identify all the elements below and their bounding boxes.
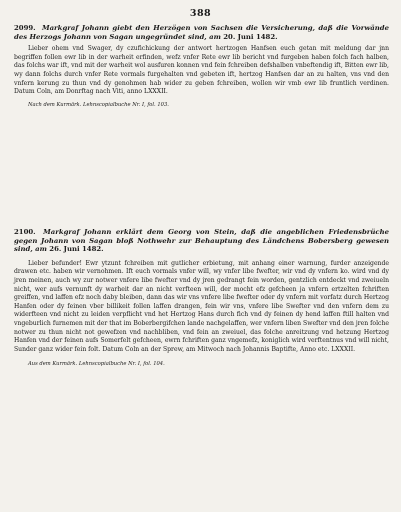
heading-text: Markgraf Johann giebt den Herzögen von Sachsen die Versicherung, daß die Vorwände des Herzogs Johann von Sagan ungegründet sind, am (14, 24, 389, 41)
document-body: Lieber ohem vnd Swager, dy czufichickung der antwort hertzogen Hanfsen euch getan mit meldung dar jnn begriffen follen ewr lib in der warheit erfinden, wefz vnfer Rete ewr lib bericht vnd furgeben haben folch fach halben, das folchs war ift, vnd mit der warheit wol ausfuren konnen vnd fein fchreiben defshalben vnbeftendig ift, Bitten ewr lib, wy dann folchs durch vnfer Rete vormals furgehalten vnd gebeten ift, hertzog Hanfsen dar an zu halten, vns vnd den vnfern kerung zu thun vnd dy genohmen hab wider zu geben fchreiben, wollen wir vmb ewr lib fruntlich verdinen. Datum Coln, am Donrftag nach Viti, anno LXXXII. (14, 45, 389, 96)
source-citation: Nach dem Kurmärk. Lehnscopialbuche Nr. I, fol. 103. (28, 101, 169, 108)
document-date: 20. Juni 1482. (223, 32, 278, 41)
document-number: 2100. (14, 228, 36, 236)
document-entry (14, 24, 389, 109)
document-entry (14, 228, 389, 368)
source-citation: Aus dem Kurmärk. Lehnscopialbuche Nr. I, fol. 104. (28, 361, 165, 368)
document-heading (14, 228, 389, 254)
heading-text: Markgraf Johann erklärt dem Georg von Stein, daß die angeblichen Friedensbrüche gegen Johann von Sagan bloß Nothwehr zur Behauptung des Ländchens Bobersberg gewesen sind, am (14, 228, 389, 254)
document-date: 26. Juni 1482. (49, 245, 104, 254)
document-heading (14, 24, 389, 41)
document-body: Lieber befunder! Ewr ytzunt fchreiben mit gutlicher erbietung, mit anhang einer warnung, furder anzeigende drawen etc. haben wir vernohmen. Ift euch vormals vnfer will, wy vnfer libe fwefter, wir vnd dy vnfern ko. wird vnd dy jren meinen, auch wy zur notwer vnfere libe fwefter vnd dy jren gedrangt fein worden, gentzlich entdeckt vnd zweiueln nicht, wer aufs vernunft dy warheit dar an nicht verfteen will, der mocht efz gefcheen ja vnfern ertzelten fchriften greiffen, vnd laffen efz noch daby bleiben, dann das wir vns vnfere libe fwefter oder dy vnfern mit vorfatz durch Hertzog Hanfen oder dy feinen vber billikeit follen laffen drangen, fein wir vns, vnfere libe Swefter vnd den vnfern dem zu widerfteen vnd nicht zu leiden verpflicht vnd het Hertzog Hans durch fich vnd dy feinen dy hend laffen ftill halten vnd vngeburlich furnemen mit der that im Boberbergifchen lande nachgelaffen, wer vnfern liben Swefter vnd den jren folche notwer zu thun nicht not gewefzen vnd nachbliben, vnd fein an zweiuel, das folche anreitzung vnd hetzung Hertzog Hanfen vnd der feinen aufs Somerfelt gefcheen, ewrn fchriften ganz vngemefz, koniglich wird verftentnus vnd will nicht, Sunder ganz wider fein folt. Datum Coln an der Sprew, am Mitwoch nach Johannis Baptifte, Anno etc. LXXXII. (14, 259, 389, 353)
page-number: 388 (189, 8, 212, 19)
document-number: 2099. (14, 24, 36, 32)
